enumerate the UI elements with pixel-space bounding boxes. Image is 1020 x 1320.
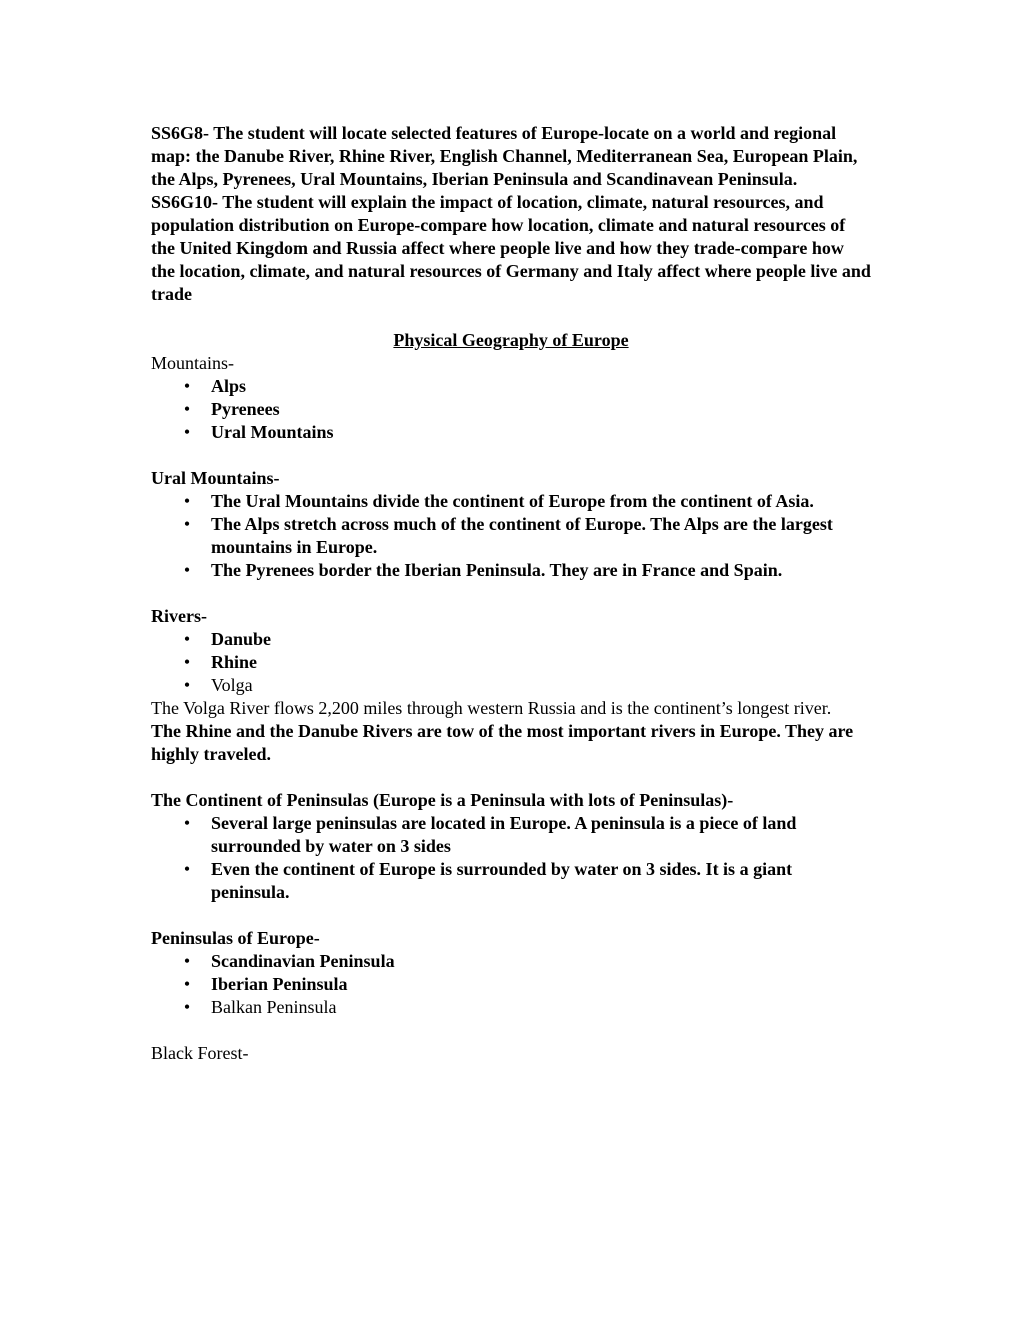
rivers-heading: Rivers- [151,606,207,626]
bullet-icon: • [183,422,191,442]
standard-ss6g10: SS6G10- The student will explain the impact of location, climate, natural resources, and population distribution on Europe-compare how location, climate and natural resources of the United Kingdom and Russia affect where people live and how they trade-compare how the location, climate, and natural resources of Germany and Italy affect where people live and trade [151,192,871,304]
peninsulas-list [151,950,871,1019]
list-item: • Several large peninsulas are located in Europe. A peninsula is a piece of land surrounded by water on 3 sides [151,812,871,858]
list-item: • Scandinavian Peninsula [151,950,871,973]
list-item: • The Alps stretch across much of the continent of Europe. The Alps are the largest mountains in Europe. [151,513,871,559]
bullet-icon: • [183,997,191,1017]
bullet-icon: • [183,652,191,672]
list-item: • Even the continent of Europe is surrounded by water on 3 sides. It is a giant peninsula. [151,858,871,904]
rhine-danube-note: The Rhine and the Danube Rivers are tow of the most important rivers in Europe. They are highly traveled. [151,721,854,764]
continent-peninsulas-heading: The Continent of Peninsulas (Europe is a Peninsula with lots of Peninsulas)- [151,790,734,810]
bullet-icon: • [183,514,191,534]
mountains-list [151,375,871,444]
page-title: Physical Geography of Europe [393,330,629,350]
list-item: • Pyrenees [151,398,871,421]
list-item: • Alps [151,375,871,398]
bullet-icon: • [183,376,191,396]
rivers-list [151,628,871,697]
list-item: • Iberian Peninsula [151,973,871,996]
black-forest-heading: Black Forest- [151,1043,249,1063]
bullet-icon: • [183,813,191,833]
list-item: • The Ural Mountains divide the continent of Europe from the continent of Asia. [151,490,871,513]
volga-note: The Volga River flows 2,200 miles through western Russia and is the continent’s longest river. [151,698,832,718]
list-item: • Balkan Peninsula [151,996,871,1019]
bullet-icon: • [183,951,191,971]
list-item: • The Pyrenees border the Iberian Peninsula. They are in France and Spain. [151,559,871,582]
bullet-icon: • [183,629,191,649]
bullet-icon: • [183,859,191,879]
continent-peninsulas-list [151,812,871,904]
standard-ss6g8: SS6G8- The student will locate selected features of Europe-locate on a world and regional map: the Danube River, Rhine River, English Channel, Mediterranean Sea, European Plain, the Alps, Pyrenees, Ural Mountains, Iberian Peninsula and Scandinavean Peninsula. [151,123,858,189]
list-item: • Danube [151,628,871,651]
mountains-heading: Mountains- [151,353,234,373]
ural-heading: Ural Mountains- [151,468,280,488]
bullet-icon: • [183,491,191,511]
peninsulas-heading: Peninsulas of Europe- [151,928,320,948]
list-item: • Volga [151,674,871,697]
bullet-icon: • [183,560,191,580]
bullet-icon: • [183,974,191,994]
list-item: • Rhine [151,651,871,674]
ural-list [151,490,871,582]
document-page [151,122,871,1065]
bullet-icon: • [183,675,191,695]
bullet-icon: • [183,399,191,419]
list-item: • Ural Mountains [151,421,871,444]
